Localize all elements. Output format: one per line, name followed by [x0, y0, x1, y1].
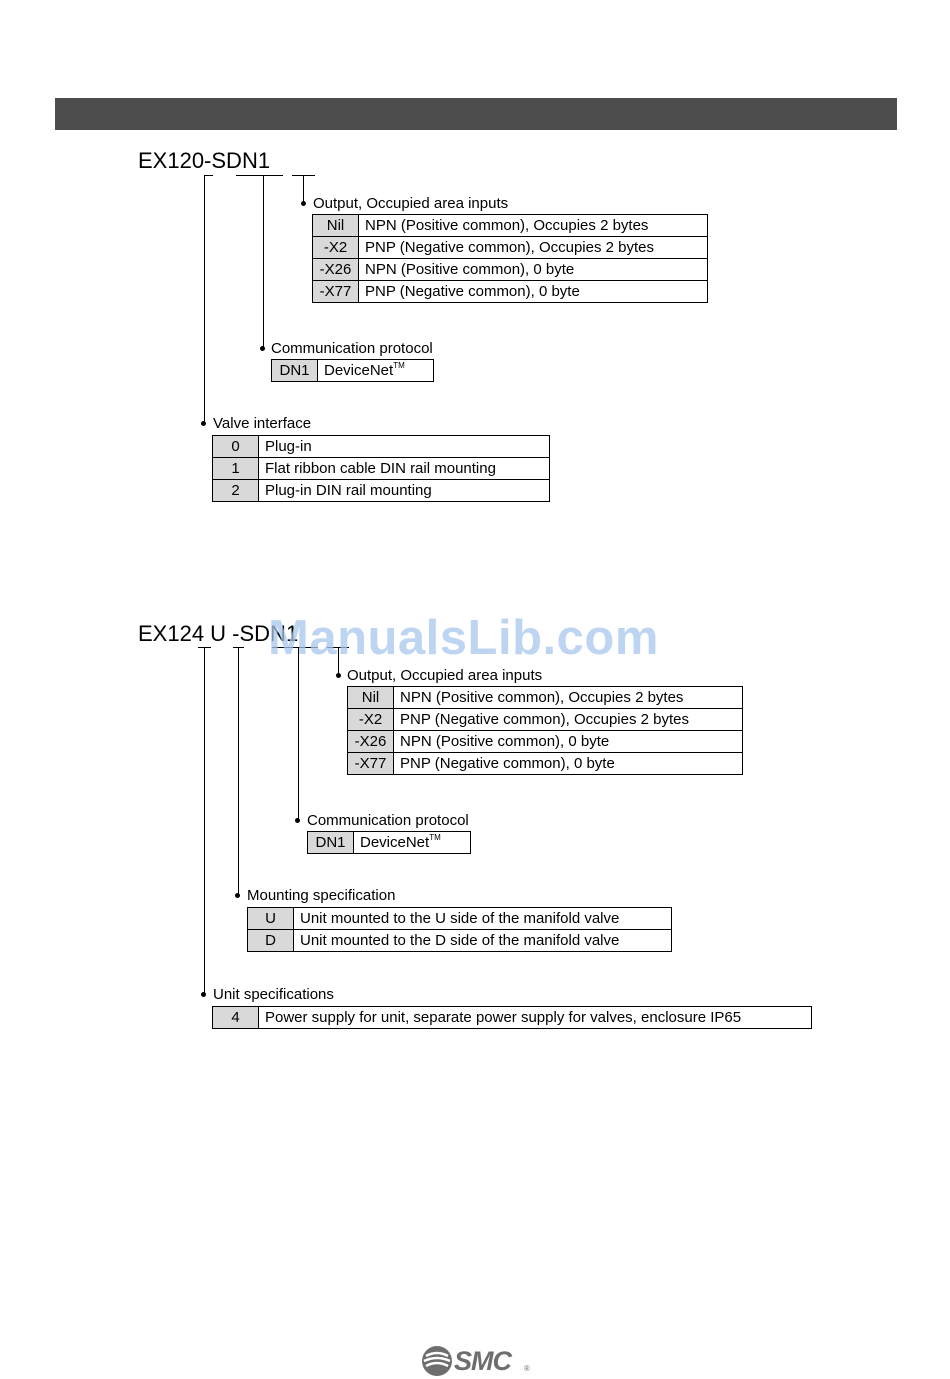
- table-row: [348, 709, 743, 731]
- code-cell: Nil: [313, 215, 359, 237]
- output-heading-2: Output, Occupied area inputs: [347, 667, 543, 684]
- trademark-mark: TM: [429, 833, 441, 842]
- desc-cell: PNP (Negative common), 0 byte: [394, 753, 743, 775]
- desc-cell: NPN (Positive common), 0 byte: [359, 259, 708, 281]
- code-cell: 4: [213, 1007, 259, 1029]
- code-cell: -X2: [348, 709, 394, 731]
- leader-tick-protocol: [236, 175, 283, 176]
- leader-line-mounting: [238, 647, 239, 896]
- table-row: [272, 360, 434, 382]
- code-cell: DN1: [308, 832, 354, 854]
- code-cell: -X77: [348, 753, 394, 775]
- protocol-table-2: [307, 831, 471, 854]
- leader-line-protocol-2: [298, 647, 299, 820]
- model-number-1: EX120-SDN1: [138, 148, 271, 173]
- table-row: [348, 731, 743, 753]
- protocol-name: DeviceNet: [360, 834, 430, 851]
- desc-cell: NPN (Positive common), 0 byte: [394, 731, 743, 753]
- table-row: [213, 436, 550, 458]
- valve-interface-heading: Valve interface: [213, 415, 312, 432]
- desc-cell: NPN (Positive common), Occupies 2 bytes: [359, 215, 708, 237]
- protocol-heading-2: Communication protocol: [307, 812, 469, 829]
- desc-cell: Flat ribbon cable DIN rail mounting: [259, 458, 550, 480]
- code-cell: DN1: [272, 360, 318, 382]
- unit-spec-table: [212, 1006, 812, 1029]
- registered-mark: ®: [524, 1364, 530, 1373]
- desc-cell: [318, 360, 434, 382]
- table-row: [248, 908, 672, 930]
- output-table-2: [347, 686, 743, 775]
- code-cell: -X77: [313, 281, 359, 303]
- bullet-dot: [201, 421, 206, 426]
- table-row: [308, 832, 471, 854]
- mounting-heading: Mounting specification: [247, 887, 396, 904]
- smc-logo: [420, 1343, 532, 1379]
- desc-cell: PNP (Negative common), 0 byte: [359, 281, 708, 303]
- table-row: [213, 480, 550, 502]
- desc-cell: Plug-in DIN rail mounting: [259, 480, 550, 502]
- output-table: [312, 214, 708, 303]
- mounting-table: [247, 907, 672, 952]
- desc-cell: Power supply for unit, separate power supply for valves, enclosure IP65: [259, 1007, 812, 1029]
- model-number-2: EX124 U -SDN1: [138, 621, 299, 646]
- code-cell: -X26: [313, 259, 359, 281]
- desc-cell: Unit mounted to the U side of the manifold valve: [294, 908, 672, 930]
- table-row: [313, 259, 708, 281]
- protocol-heading: Communication protocol: [271, 340, 433, 357]
- table-row: [313, 215, 708, 237]
- code-cell: 1: [213, 458, 259, 480]
- section-header-bar: [55, 98, 897, 130]
- output-heading: Output, Occupied area inputs: [313, 195, 509, 212]
- table-row: [313, 281, 708, 303]
- bullet-dot: [260, 346, 265, 351]
- table-row: [213, 458, 550, 480]
- leader-line-valve-interface: [204, 175, 205, 425]
- code-cell: -X26: [348, 731, 394, 753]
- bullet-dot: [201, 992, 206, 997]
- leader-tick-output: [292, 175, 315, 176]
- desc-cell: Plug-in: [259, 436, 550, 458]
- valve-interface-table: [212, 435, 550, 502]
- protocol-table: [271, 359, 434, 382]
- table-row: [348, 687, 743, 709]
- leader-line-protocol: [263, 175, 264, 349]
- trademark-mark: TM: [393, 361, 405, 370]
- code-cell: D: [248, 930, 294, 952]
- leader-tick-unit-spec: [198, 647, 211, 648]
- leader-line-output: [303, 175, 304, 203]
- unit-spec-heading: Unit specifications: [213, 986, 334, 1003]
- bullet-dot: [301, 201, 306, 206]
- code-cell: U: [248, 908, 294, 930]
- table-row: [313, 237, 708, 259]
- bullet-dot: [336, 673, 341, 678]
- table-row: [248, 930, 672, 952]
- protocol-name: DeviceNet: [324, 362, 394, 379]
- desc-cell: NPN (Positive common), Occupies 2 bytes: [394, 687, 743, 709]
- code-cell: 0: [213, 436, 259, 458]
- leader-line-unit-spec: [204, 647, 205, 995]
- watermark: ManualsLib.com: [268, 611, 659, 665]
- code-cell: -X2: [313, 237, 359, 259]
- table-row: [348, 753, 743, 775]
- code-cell: 2: [213, 480, 259, 502]
- logo-text: SMC: [454, 1346, 511, 1376]
- desc-cell: PNP (Negative common), Occupies 2 bytes: [359, 237, 708, 259]
- smc-logo-icon: [420, 1344, 454, 1378]
- desc-cell: Unit mounted to the D side of the manifold valve: [294, 930, 672, 952]
- desc-cell: PNP (Negative common), Occupies 2 bytes: [394, 709, 743, 731]
- bullet-dot: [235, 893, 240, 898]
- table-row: [213, 1007, 812, 1029]
- leader-tick-mounting: [233, 647, 244, 648]
- desc-cell: [354, 832, 471, 854]
- code-cell: Nil: [348, 687, 394, 709]
- leader-tick-valve-interface: [204, 175, 213, 176]
- bullet-dot: [295, 818, 300, 823]
